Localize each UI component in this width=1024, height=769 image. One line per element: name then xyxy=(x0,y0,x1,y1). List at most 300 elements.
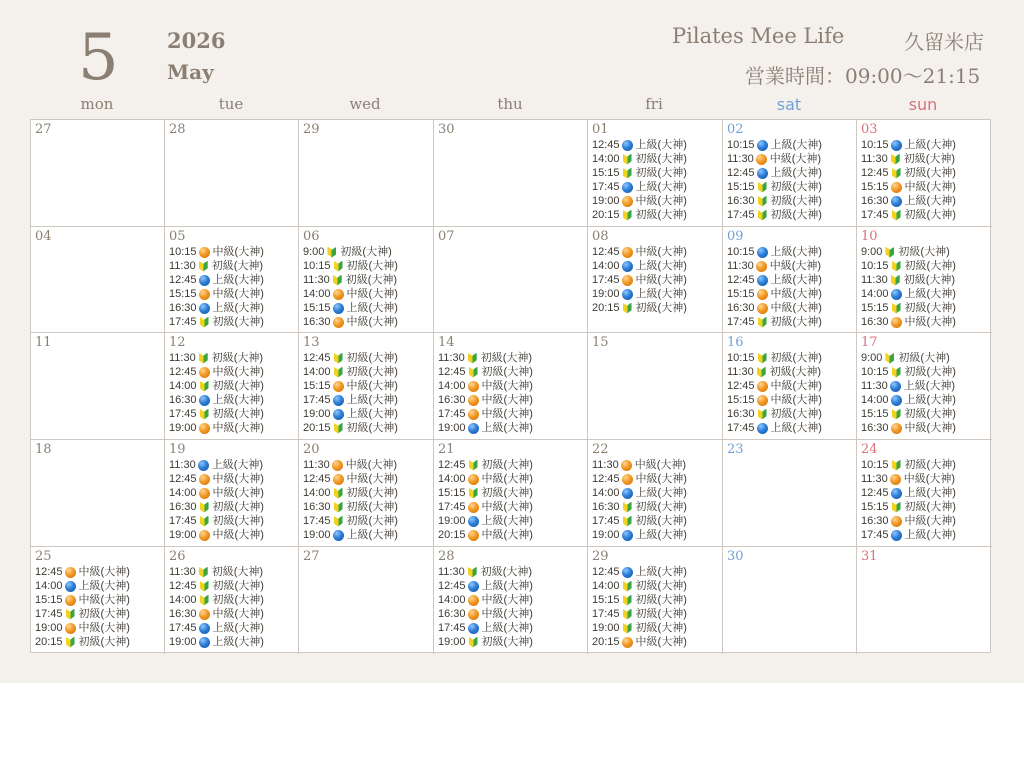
class-entry[interactable] xyxy=(303,259,398,273)
class-entry[interactable] xyxy=(727,194,822,208)
class-entry[interactable] xyxy=(861,514,956,528)
day-cell[interactable] xyxy=(165,547,299,654)
class-time: 9:00 xyxy=(303,246,325,258)
class-time: 19:00 xyxy=(438,515,466,527)
class-level: 初級(大神) xyxy=(212,380,264,392)
orange-ball-icon xyxy=(622,474,633,485)
class-entry[interactable] xyxy=(861,315,956,329)
class-entry[interactable] xyxy=(35,565,130,579)
class-entry[interactable] xyxy=(592,208,687,222)
leaf-icon xyxy=(623,154,632,165)
leaf-icon xyxy=(892,168,901,179)
class-entry[interactable] xyxy=(303,245,398,259)
class-level: 上級(大神) xyxy=(211,459,264,471)
class-entry[interactable] xyxy=(727,379,822,393)
class-entry[interactable] xyxy=(727,421,822,435)
class-entry[interactable] xyxy=(861,407,956,421)
day-number: 20 xyxy=(303,442,320,457)
calendar-grid xyxy=(30,119,991,653)
class-entry[interactable] xyxy=(592,301,687,315)
leaf-icon xyxy=(892,502,901,513)
day-number: 19 xyxy=(169,442,186,457)
class-level: 初級(大神) xyxy=(635,515,687,527)
class-level: 初級(大神) xyxy=(211,260,264,272)
class-entry[interactable] xyxy=(727,301,822,315)
day-cell[interactable] xyxy=(165,227,299,333)
day-cell[interactable] xyxy=(723,333,857,440)
day-number: 06 xyxy=(303,229,320,244)
class-entry[interactable] xyxy=(438,472,533,486)
day-cell[interactable] xyxy=(588,120,723,227)
class-time: 12:45 xyxy=(169,366,197,378)
class-entry[interactable] xyxy=(169,287,264,301)
orange-ball-icon xyxy=(468,409,479,420)
class-entry[interactable] xyxy=(861,273,956,287)
orange-ball-icon xyxy=(199,609,210,620)
class-entry[interactable] xyxy=(861,500,956,514)
class-entry[interactable] xyxy=(861,379,956,393)
day-cell[interactable] xyxy=(588,547,723,654)
class-entry[interactable] xyxy=(592,273,687,287)
leaf-icon xyxy=(200,381,209,392)
day-cell[interactable] xyxy=(31,227,165,333)
class-entry[interactable] xyxy=(169,500,264,514)
class-entry[interactable] xyxy=(303,472,398,486)
class-level: 上級(大神) xyxy=(346,302,398,314)
class-time: 12:45 xyxy=(727,380,755,392)
blue-ball-icon xyxy=(333,395,344,406)
class-entry[interactable] xyxy=(592,138,687,152)
leaf-icon xyxy=(66,637,75,648)
orange-ball-icon xyxy=(65,595,76,606)
class-entry[interactable] xyxy=(861,287,956,301)
day-number: 28 xyxy=(438,549,455,564)
class-entry[interactable] xyxy=(861,528,956,542)
class-entry[interactable] xyxy=(35,621,130,635)
class-entry[interactable] xyxy=(438,365,533,379)
class-entry[interactable] xyxy=(169,421,264,435)
class-time: 12:45 xyxy=(169,274,197,286)
day-number: 29 xyxy=(592,549,609,564)
blue-ball-icon xyxy=(622,567,633,578)
class-entry[interactable] xyxy=(169,259,264,273)
class-entry[interactable] xyxy=(861,194,956,208)
class-entry[interactable] xyxy=(592,194,687,208)
leaf-icon xyxy=(334,516,343,527)
class-time: 19:00 xyxy=(169,422,197,434)
orange-ball-icon xyxy=(199,530,210,541)
day-cell[interactable] xyxy=(434,547,588,654)
class-entry[interactable] xyxy=(169,458,264,472)
class-entry[interactable] xyxy=(861,421,956,435)
class-entry[interactable] xyxy=(438,565,533,579)
class-entry[interactable] xyxy=(438,351,533,365)
class-entry[interactable] xyxy=(861,472,956,486)
class-entry[interactable] xyxy=(592,500,687,514)
class-time: 16:30 xyxy=(438,394,466,406)
class-list xyxy=(592,458,687,542)
class-time: 11:30 xyxy=(169,352,196,364)
class-time: 12:45 xyxy=(727,274,755,286)
class-entry[interactable] xyxy=(438,528,533,542)
class-level: 初級(大神) xyxy=(481,487,533,499)
leaf-icon xyxy=(892,261,901,272)
day-cell[interactable] xyxy=(857,120,992,227)
class-entry[interactable] xyxy=(303,393,398,407)
class-entry[interactable] xyxy=(592,528,687,542)
day-cell[interactable] xyxy=(31,440,165,547)
class-time: 16:30 xyxy=(861,422,889,434)
class-entry[interactable] xyxy=(169,315,264,329)
class-level: 中級(大神) xyxy=(78,594,130,606)
class-entry[interactable] xyxy=(438,500,533,514)
class-entry[interactable] xyxy=(592,514,687,528)
class-entry[interactable] xyxy=(169,301,264,315)
class-level: 初級(大神) xyxy=(212,515,264,527)
class-time: 14:00 xyxy=(169,487,197,499)
class-level: 初級(大神) xyxy=(346,422,398,434)
class-level: 初級(大神) xyxy=(635,501,687,513)
class-entry[interactable] xyxy=(861,259,956,273)
class-entry[interactable] xyxy=(592,486,687,500)
class-entry[interactable] xyxy=(169,528,264,542)
class-entry[interactable] xyxy=(592,579,687,593)
class-entry[interactable] xyxy=(169,472,264,486)
orange-ball-icon xyxy=(65,567,76,578)
day-cell[interactable] xyxy=(299,120,434,227)
class-entry[interactable] xyxy=(303,514,398,528)
day-cell[interactable] xyxy=(165,333,299,440)
orange-ball-icon xyxy=(621,460,632,471)
leaf-icon xyxy=(891,154,900,165)
class-level: 中級(大神) xyxy=(770,302,822,314)
class-time: 12:45 xyxy=(303,473,331,485)
class-entry[interactable] xyxy=(861,208,956,222)
class-level: 上級(大神) xyxy=(78,580,130,592)
class-entry[interactable] xyxy=(438,393,533,407)
class-level: 中級(大神) xyxy=(346,473,398,485)
class-level: 初級(大神) xyxy=(635,153,687,165)
class-entry[interactable] xyxy=(303,273,398,287)
class-entry[interactable] xyxy=(438,607,533,621)
class-level: 上級(大神) xyxy=(346,394,398,406)
day-cell[interactable] xyxy=(588,333,723,440)
class-entry[interactable] xyxy=(169,365,264,379)
class-entry[interactable] xyxy=(727,351,822,365)
class-level: 上級(大神) xyxy=(481,422,533,434)
class-entry[interactable] xyxy=(169,593,264,607)
blue-ball-icon xyxy=(622,289,633,300)
class-entry[interactable] xyxy=(169,565,264,579)
leaf-icon xyxy=(623,595,632,606)
blue-ball-icon xyxy=(199,637,210,648)
class-entry[interactable] xyxy=(861,152,956,166)
class-entry[interactable] xyxy=(169,393,264,407)
class-level: 初級(大神) xyxy=(904,260,956,272)
class-time: 17:45 xyxy=(169,622,197,634)
orange-ball-icon xyxy=(468,381,479,392)
day-cell[interactable] xyxy=(723,440,857,547)
leaf-icon xyxy=(469,488,478,499)
class-entry[interactable] xyxy=(303,528,398,542)
class-time: 16:30 xyxy=(861,316,889,328)
class-list xyxy=(438,351,533,435)
blue-ball-icon xyxy=(468,423,479,434)
class-entry[interactable] xyxy=(727,273,822,287)
class-time: 10:15 xyxy=(169,246,197,258)
class-time: 14:00 xyxy=(169,380,197,392)
class-entry[interactable] xyxy=(169,245,264,259)
class-entry[interactable] xyxy=(592,607,687,621)
class-entry[interactable] xyxy=(438,579,533,593)
blue-ball-icon xyxy=(890,381,901,392)
class-time: 20:15 xyxy=(592,636,620,648)
class-level: 上級(大神) xyxy=(770,246,822,258)
class-entry[interactable] xyxy=(169,621,264,635)
class-entry[interactable] xyxy=(303,379,398,393)
class-time: 15:15 xyxy=(727,288,755,300)
class-entry[interactable] xyxy=(727,180,822,194)
class-entry[interactable] xyxy=(35,635,130,649)
class-entry[interactable] xyxy=(438,635,533,649)
class-entry[interactable] xyxy=(727,287,822,301)
class-entry[interactable] xyxy=(303,351,398,365)
class-list xyxy=(169,351,264,435)
day-cell[interactable] xyxy=(434,440,588,547)
class-entry[interactable] xyxy=(438,514,533,528)
class-time: 17:45 xyxy=(727,422,755,434)
class-time: 17:45 xyxy=(727,316,755,328)
class-entry[interactable] xyxy=(592,565,687,579)
class-entry[interactable] xyxy=(861,138,956,152)
class-entry[interactable] xyxy=(303,365,398,379)
day-cell[interactable] xyxy=(588,440,723,547)
leaf-icon xyxy=(623,609,632,620)
day-cell[interactable] xyxy=(723,120,857,227)
class-time: 12:45 xyxy=(303,352,331,364)
class-entry[interactable] xyxy=(438,421,533,435)
class-entry[interactable] xyxy=(592,621,687,635)
class-time: 20:15 xyxy=(438,529,466,541)
class-level: 中級(大神) xyxy=(481,408,533,420)
class-entry[interactable] xyxy=(438,486,533,500)
weekday-header xyxy=(30,95,991,117)
day-cell[interactable] xyxy=(299,227,434,333)
day-number: 11 xyxy=(35,335,52,350)
class-entry[interactable] xyxy=(169,607,264,621)
class-entry[interactable] xyxy=(727,365,822,379)
class-entry[interactable] xyxy=(592,259,687,273)
class-entry[interactable] xyxy=(861,393,956,407)
class-entry[interactable] xyxy=(592,593,687,607)
class-level: 中級(大神) xyxy=(212,246,264,258)
class-level: 初級(大神) xyxy=(212,580,264,592)
class-entry[interactable] xyxy=(727,315,822,329)
class-entry[interactable] xyxy=(861,351,956,365)
class-entry[interactable] xyxy=(861,166,956,180)
class-entry[interactable] xyxy=(592,152,687,166)
class-level: 初級(大神) xyxy=(770,316,822,328)
class-entry[interactable] xyxy=(169,407,264,421)
class-entry[interactable] xyxy=(861,180,956,194)
class-entry[interactable] xyxy=(303,407,398,421)
day-cell[interactable] xyxy=(299,333,434,440)
leaf-icon xyxy=(334,353,343,364)
class-entry[interactable] xyxy=(727,166,822,180)
class-entry[interactable] xyxy=(861,245,956,259)
leaf-icon xyxy=(334,367,343,378)
class-entry[interactable] xyxy=(592,635,687,649)
class-entry[interactable] xyxy=(303,500,398,514)
class-time: 16:30 xyxy=(727,302,755,314)
class-level: 初級(大神) xyxy=(346,260,398,272)
leaf-icon xyxy=(758,210,767,221)
leaf-icon xyxy=(892,409,901,420)
day-number: 29 xyxy=(303,122,320,137)
class-entry[interactable] xyxy=(303,421,398,435)
class-list xyxy=(303,458,398,542)
class-entry[interactable] xyxy=(35,607,130,621)
class-entry[interactable] xyxy=(438,407,533,421)
class-entry[interactable] xyxy=(169,486,264,500)
class-level: 中級(大神) xyxy=(78,622,130,634)
class-time: 11:30 xyxy=(438,566,465,578)
class-entry[interactable] xyxy=(438,593,533,607)
class-entry[interactable] xyxy=(592,245,687,259)
class-entry[interactable] xyxy=(303,458,398,472)
class-level: 初級(大神) xyxy=(904,408,956,420)
class-entry[interactable] xyxy=(861,365,956,379)
class-time: 19:00 xyxy=(592,529,620,541)
class-entry[interactable] xyxy=(169,579,264,593)
leaf-icon xyxy=(469,460,478,471)
orange-ball-icon xyxy=(333,474,344,485)
class-entry[interactable] xyxy=(727,245,822,259)
class-time: 16:30 xyxy=(438,608,466,620)
class-entry[interactable] xyxy=(592,180,687,194)
day-cell[interactable] xyxy=(588,227,723,333)
leaf-icon xyxy=(334,423,343,434)
class-entry[interactable] xyxy=(438,379,533,393)
class-level: 中級(大神) xyxy=(212,608,264,620)
day-cell[interactable] xyxy=(299,440,434,547)
class-entry[interactable] xyxy=(861,486,956,500)
class-entry[interactable] xyxy=(438,621,533,635)
class-entry[interactable] xyxy=(592,166,687,180)
class-entry[interactable] xyxy=(727,407,822,421)
leaf-icon xyxy=(327,247,336,258)
class-level: 初級(大神) xyxy=(346,515,398,527)
class-level: 上級(大神) xyxy=(635,139,687,151)
day-cell[interactable] xyxy=(165,120,299,227)
day-cell[interactable] xyxy=(434,120,588,227)
class-entry[interactable] xyxy=(169,514,264,528)
class-entry[interactable] xyxy=(592,472,687,486)
class-time: 14:00 xyxy=(438,594,466,606)
day-cell[interactable] xyxy=(723,227,857,333)
class-entry[interactable] xyxy=(727,393,822,407)
orange-ball-icon xyxy=(757,395,768,406)
class-time: 16:30 xyxy=(727,408,755,420)
class-level: 中級(大神) xyxy=(212,487,264,499)
class-entry[interactable] xyxy=(303,287,398,301)
class-time: 19:00 xyxy=(438,636,466,648)
leaf-icon xyxy=(200,595,209,606)
class-entry[interactable] xyxy=(303,486,398,500)
class-time: 14:00 xyxy=(592,580,620,592)
class-entry[interactable] xyxy=(727,152,822,166)
class-level: 上級(大神) xyxy=(770,274,822,286)
class-entry[interactable] xyxy=(438,458,533,472)
day-cell[interactable] xyxy=(299,547,434,654)
class-entry[interactable] xyxy=(35,593,130,607)
class-time: 19:00 xyxy=(303,408,331,420)
blue-ball-icon xyxy=(622,530,633,541)
class-time: 10:15 xyxy=(861,139,889,151)
class-entry[interactable] xyxy=(35,579,130,593)
day-cell[interactable] xyxy=(31,547,165,654)
day-cell[interactable] xyxy=(857,333,992,440)
leaf-icon xyxy=(892,210,901,221)
blue-ball-icon xyxy=(333,409,344,420)
orange-ball-icon xyxy=(468,395,479,406)
day-cell[interactable] xyxy=(723,547,857,654)
class-level: 上級(大神) xyxy=(904,139,956,151)
class-entry[interactable] xyxy=(727,259,822,273)
class-list xyxy=(861,458,956,542)
class-entry[interactable] xyxy=(303,301,398,315)
class-entry[interactable] xyxy=(861,458,956,472)
weekday-mon: mon xyxy=(80,95,114,113)
day-cell[interactable] xyxy=(165,440,299,547)
class-entry[interactable] xyxy=(727,138,822,152)
class-list xyxy=(35,565,130,649)
class-entry[interactable] xyxy=(303,315,398,329)
class-time: 12:45 xyxy=(592,566,620,578)
day-cell[interactable] xyxy=(31,333,165,440)
class-entry[interactable] xyxy=(861,301,956,315)
class-time: 19:00 xyxy=(35,622,63,634)
class-level: 上級(大神) xyxy=(635,566,687,578)
class-time: 17:45 xyxy=(592,608,620,620)
leaf-icon xyxy=(199,261,208,272)
class-level: 初級(大神) xyxy=(898,246,950,258)
weekday-sat: sat xyxy=(776,95,802,114)
day-number: 22 xyxy=(592,442,609,457)
class-entry[interactable] xyxy=(169,273,264,287)
blue-ball-icon xyxy=(199,303,210,314)
class-time: 17:45 xyxy=(169,408,197,420)
day-cell[interactable] xyxy=(434,227,588,333)
class-entry[interactable] xyxy=(727,208,822,222)
class-entry[interactable] xyxy=(592,287,687,301)
class-entry[interactable] xyxy=(169,351,264,365)
class-level: 上級(大神) xyxy=(770,422,822,434)
day-cell[interactable] xyxy=(31,120,165,227)
class-time: 16:30 xyxy=(169,302,197,314)
class-list xyxy=(861,245,956,329)
leaf-icon xyxy=(758,317,767,328)
class-entry[interactable] xyxy=(169,379,264,393)
class-level: 上級(大神) xyxy=(903,380,956,392)
day-cell[interactable] xyxy=(857,547,992,654)
day-cell[interactable] xyxy=(857,440,992,547)
class-entry[interactable] xyxy=(169,635,264,649)
class-entry[interactable] xyxy=(592,458,687,472)
class-time: 12:45 xyxy=(861,167,889,179)
day-cell[interactable] xyxy=(434,333,588,440)
day-cell[interactable] xyxy=(857,227,992,333)
